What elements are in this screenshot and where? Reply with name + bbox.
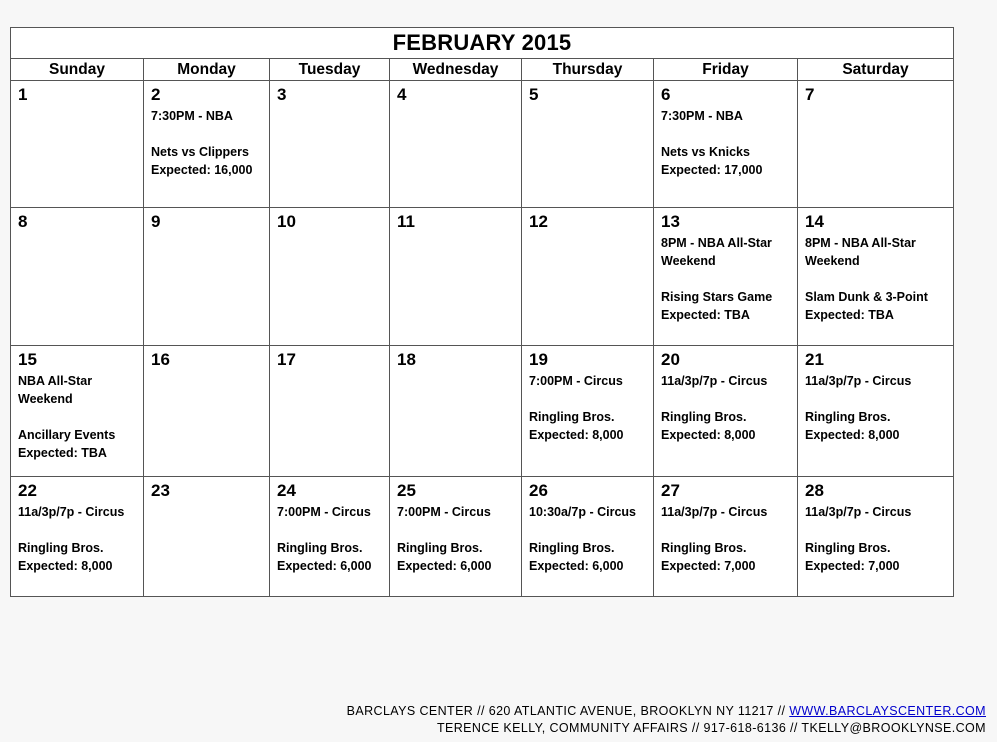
- day-number: 2: [151, 85, 161, 104]
- day-cell: [11, 477, 144, 597]
- day-cell: [390, 81, 522, 208]
- weekday-header: Monday: [144, 59, 270, 81]
- day-number: 14: [805, 212, 824, 231]
- event-details: 7:30PM - NBA Nets vs Knicks Expected: 17,000: [661, 109, 763, 177]
- day-cell: [144, 208, 270, 346]
- event-details: 7:00PM - Circus Ringling Bros. Expected: 6,000: [277, 505, 372, 573]
- day-cell: [798, 477, 954, 597]
- weekday-header: Tuesday: [270, 59, 390, 81]
- day-cell: [390, 208, 522, 346]
- day-cell: [144, 81, 270, 208]
- day-cell: [654, 208, 798, 346]
- day-number: 20: [661, 350, 680, 369]
- week-row: [11, 81, 954, 208]
- weekday-header-row: [11, 59, 954, 81]
- day-cell: [798, 346, 954, 477]
- calendar-title: FEBRUARY 2015: [11, 28, 954, 59]
- weekday-header: Thursday: [522, 59, 654, 81]
- day-number: 18: [397, 350, 416, 369]
- weekday-header: Sunday: [11, 59, 144, 81]
- week-row: [11, 346, 954, 477]
- day-number: 17: [277, 350, 296, 369]
- day-number: 26: [529, 481, 548, 500]
- day-number: 13: [661, 212, 680, 231]
- calendar-table: [10, 27, 954, 597]
- day-cell: [11, 346, 144, 477]
- day-cell: [270, 81, 390, 208]
- event-details: 11a/3p/7p - Circus Ringling Bros. Expected: 8,000: [661, 374, 768, 442]
- day-cell: [390, 477, 522, 597]
- day-number: 1: [18, 85, 28, 104]
- day-cell: [654, 477, 798, 597]
- day-number: 11: [397, 212, 415, 231]
- day-number: 8: [18, 212, 28, 231]
- event-details: 8PM - NBA All-Star Weekend Slam Dunk & 3-Point Expected: TBA: [805, 236, 928, 322]
- event-details: NBA All-Star Weekend Ancillary Events Expected: TBA: [18, 374, 116, 460]
- day-number: 3: [277, 85, 287, 104]
- day-cell: [798, 81, 954, 208]
- day-cell: [654, 346, 798, 477]
- event-details: 7:00PM - Circus Ringling Bros. Expected: 8,000: [529, 374, 624, 442]
- event-details: 11a/3p/7p - Circus Ringling Bros. Expected: 8,000: [805, 374, 912, 442]
- day-cell: [522, 477, 654, 597]
- footer-address-text: BARCLAYS CENTER // 620 ATLANTIC AVENUE, BROOKLYN NY 11217 //: [346, 704, 790, 718]
- day-cell: [270, 346, 390, 477]
- day-number: 9: [151, 212, 161, 231]
- barclays-website-link[interactable]: WWW.BARCLAYSCENTER.COM: [789, 704, 986, 718]
- day-cell: [654, 81, 798, 208]
- day-number: 12: [529, 212, 548, 231]
- day-cell: [144, 477, 270, 597]
- day-cell: [11, 208, 144, 346]
- day-number: 25: [397, 481, 416, 500]
- weekday-header: Friday: [654, 59, 798, 81]
- event-details: 8PM - NBA All-Star Weekend Rising Stars Game Expected: TBA: [661, 236, 773, 322]
- day-number: 16: [151, 350, 170, 369]
- day-cell: [390, 346, 522, 477]
- calendar-body: [11, 81, 954, 597]
- day-number: 24: [277, 481, 296, 500]
- event-details: 11a/3p/7p - Circus Ringling Bros. Expected: 8,000: [18, 505, 125, 573]
- day-number: 28: [805, 481, 824, 500]
- event-details: 7:00PM - Circus Ringling Bros. Expected: 6,000: [397, 505, 492, 573]
- event-details: 11a/3p/7p - Circus Ringling Bros. Expected: 7,000: [805, 505, 912, 573]
- day-cell: [270, 477, 390, 597]
- day-number: 22: [18, 481, 37, 500]
- day-number: 4: [397, 85, 407, 104]
- week-row: [11, 208, 954, 346]
- day-cell: [11, 81, 144, 208]
- day-number: 6: [661, 85, 671, 104]
- day-number: 21: [805, 350, 824, 369]
- day-cell: [798, 208, 954, 346]
- event-details: 7:30PM - NBA Nets vs Clippers Expected: 16,000: [151, 109, 253, 177]
- event-details: 10:30a/7p - Circus Ringling Bros. Expected: 6,000: [529, 505, 636, 573]
- day-cell: [144, 346, 270, 477]
- event-details: 11a/3p/7p - Circus Ringling Bros. Expected: 7,000: [661, 505, 768, 573]
- day-number: 10: [277, 212, 296, 231]
- footer-address: [347, 704, 986, 718]
- day-number: 7: [805, 85, 815, 104]
- weekday-header: Saturday: [798, 59, 954, 81]
- day-cell: [522, 81, 654, 208]
- day-number: 5: [529, 85, 539, 104]
- day-number: 19: [529, 350, 548, 369]
- day-cell: [270, 208, 390, 346]
- week-row: [11, 477, 954, 597]
- day-cell: [522, 346, 654, 477]
- day-number: 27: [661, 481, 680, 500]
- weekday-header: Wednesday: [390, 59, 522, 81]
- day-cell: [522, 208, 654, 346]
- footer-contact: TERENCE KELLY, COMMUNITY AFFAIRS // 917-618-6136 // TKELLY@BROOKLYNSE.COM: [436, 721, 986, 735]
- day-number: 23: [151, 481, 170, 500]
- day-number: 15: [18, 350, 37, 369]
